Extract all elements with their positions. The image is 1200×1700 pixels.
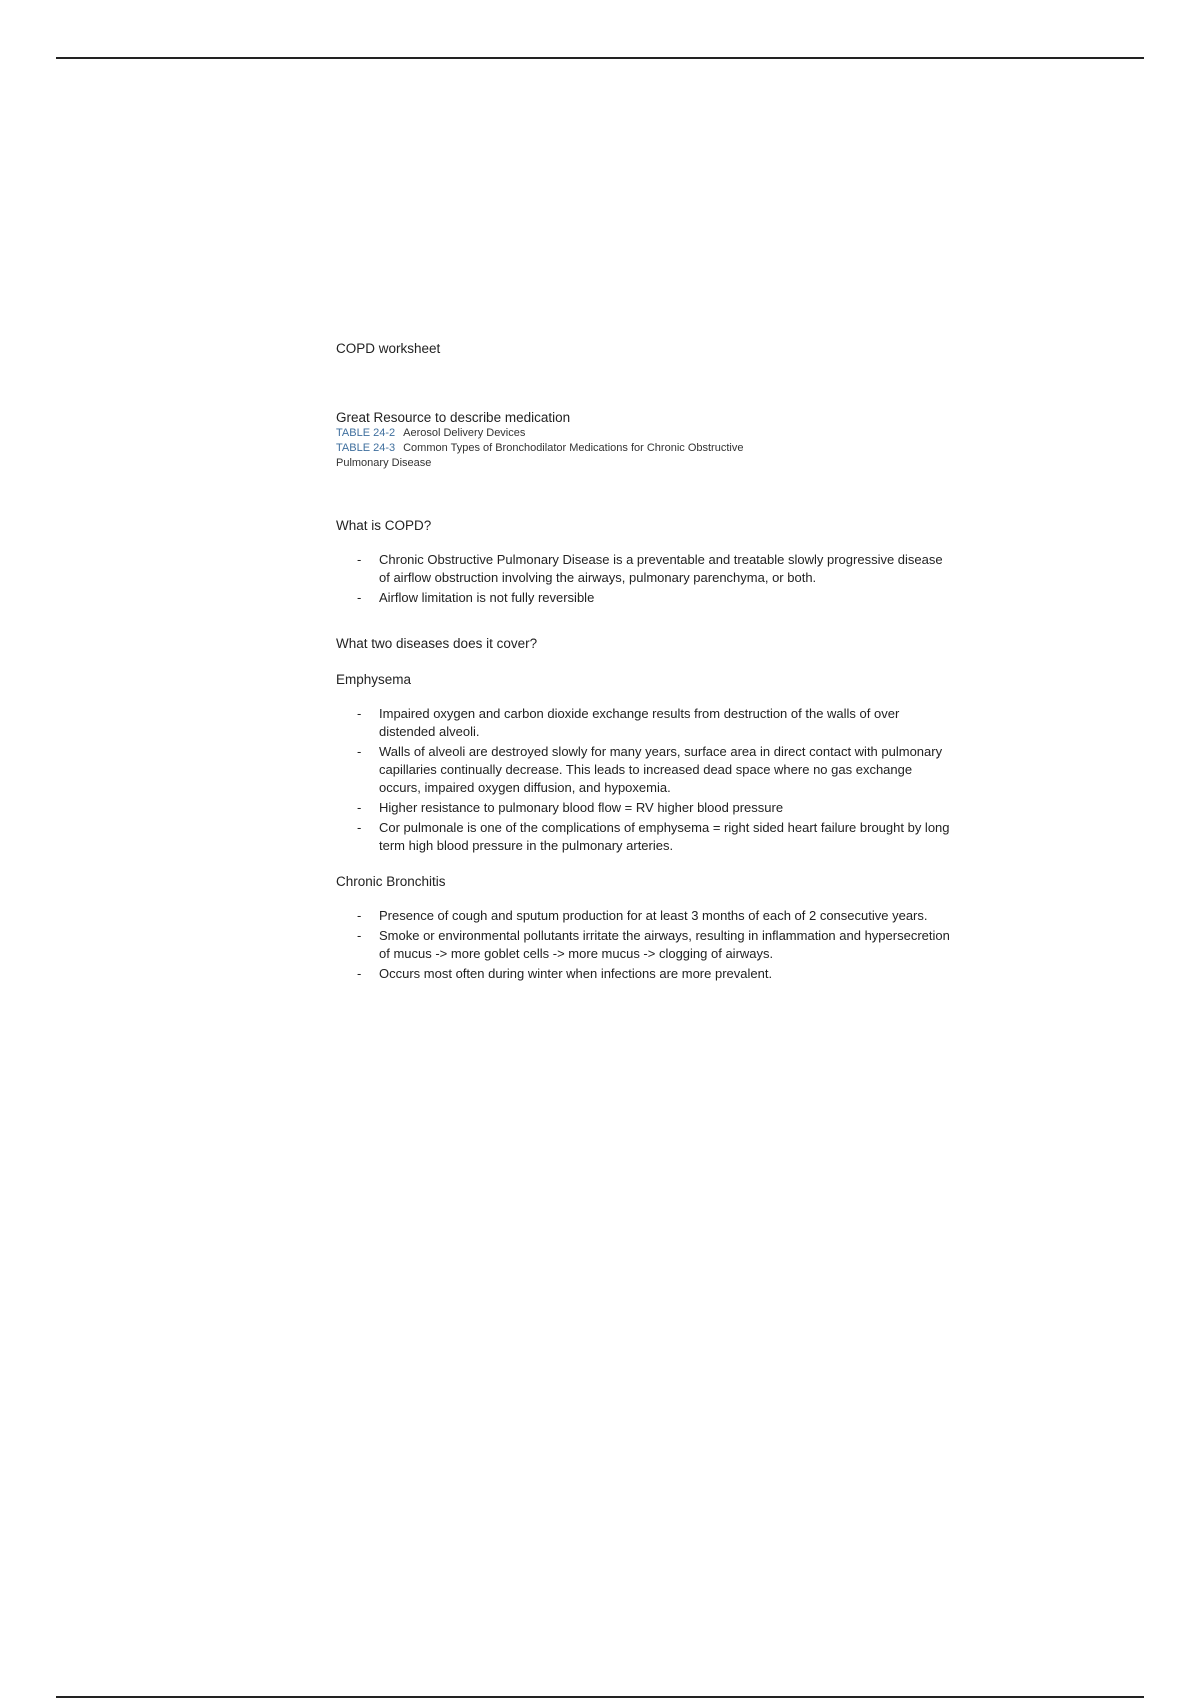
list-item: - Chronic Obstructive Pulmonary Disease is a preventable and treatable slowly progressive disease of airflow obstruction involving the airways, pulmonary parenchyma, or both. — [357, 552, 943, 585]
table-reference-label[interactable]: TABLE 24-3 — [336, 442, 396, 454]
bullet-dash: - — [357, 552, 362, 567]
bullet-dash: - — [357, 908, 362, 923]
table-reference — [336, 441, 956, 456]
list-item: - Smoke or environmental pollutants irritate the airways, resulting in inflammation and hypersecretion of mucus -> more goblet cells -> more mucus -> clogging of airways. — [357, 928, 950, 961]
list-item: - Walls of alveoli are destroyed slowly for many years, surface area in direct contact with pulmonary capillaries continually decrease. This leads to increased dead space where no gas exchange occurs, impaired oxygen diffusion, and hypoxemia. — [357, 744, 943, 795]
document-title: COPD worksheet — [336, 341, 441, 356]
bullet-dash: - — [357, 800, 362, 815]
table-reference-text: Aerosol Delivery Devices — [403, 427, 526, 439]
table-reference-continuation: Pulmonary Disease — [336, 457, 432, 469]
question-what-is-copd: What is COPD? — [336, 518, 432, 533]
list-item: - Impaired oxygen and carbon dioxide exchange results from destruction of the walls of over distended alveoli. — [357, 706, 900, 739]
top-rule — [56, 57, 1144, 59]
table-reference — [336, 426, 956, 441]
list-item: - Presence of cough and sputum production for at least 3 months of each of 2 consecutive years. — [357, 908, 928, 923]
list-item: - Cor pulmonale is one of the complications of emphysema = right sided heart failure brought by long term high blood pressure in the pulmonary arteries. — [357, 820, 950, 853]
copd-definition-list — [336, 551, 956, 607]
table-reference-label[interactable]: TABLE 24-2 — [336, 427, 396, 439]
list-item: - Higher resistance to pulmonary blood flow = RV higher blood pressure — [357, 800, 784, 815]
list-item: - Occurs most often during winter when infections are more prevalent. — [357, 966, 773, 981]
bullet-dash: - — [357, 706, 362, 721]
question-two-diseases: What two diseases does it cover? — [336, 636, 538, 651]
bullet-dash: - — [357, 820, 362, 835]
chronic-bronchitis-heading: Chronic Bronchitis — [336, 874, 446, 889]
bullet-dash: - — [357, 590, 362, 605]
bullet-dash: - — [357, 744, 362, 759]
document-body — [336, 340, 956, 985]
resource-section — [336, 410, 956, 471]
table-reference-text: Common Types of Bronchodilator Medications for Chronic Obstructive — [403, 442, 744, 454]
bullet-dash: - — [357, 966, 362, 981]
emphysema-list — [336, 705, 956, 855]
bullet-dash: - — [357, 928, 362, 943]
resource-heading: Great Resource to describe medication — [336, 410, 571, 425]
emphysema-heading: Emphysema — [336, 672, 412, 687]
bottom-rule — [56, 1696, 1144, 1698]
chronic-bronchitis-list — [336, 907, 956, 983]
list-item: - Airflow limitation is not fully reversible — [357, 590, 595, 605]
